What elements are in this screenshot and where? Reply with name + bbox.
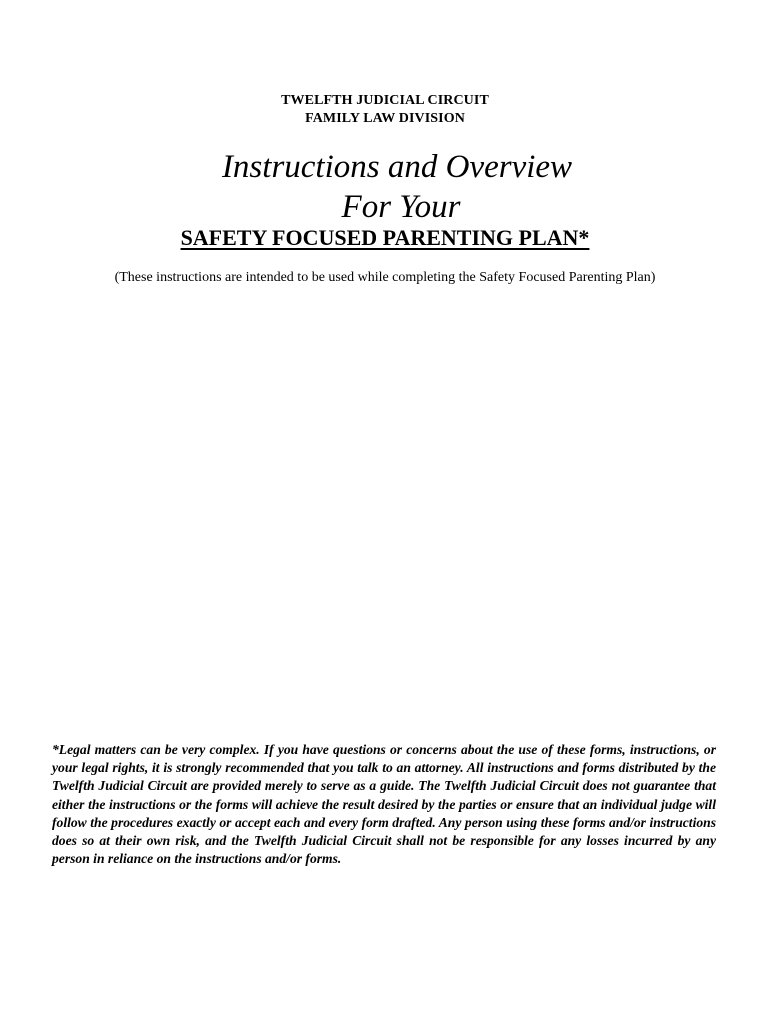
division-name-text: FAMILY LAW DIVISION bbox=[305, 111, 465, 126]
court-name bbox=[0, 92, 770, 110]
document-title-line-2: For Your bbox=[341, 189, 461, 225]
usage-note: (These instructions are intended to be used while completing the Safety Focused Parenting Plan) bbox=[114, 270, 656, 285]
division-name bbox=[0, 110, 770, 128]
document-title-line-1: Instructions and Overview bbox=[221, 149, 573, 185]
court-name-text: TWELFTH JUDICIAL CIRCUIT bbox=[281, 93, 489, 108]
legal-disclaimer: *Legal matters can be very complex. If you have questions or concerns about the use of these forms, instructions, or your legal rights, it is strongly recommended that you talk to an attorney. All instructions and forms distributed by the Twelfth Judicial Circuit are provided merely to serve as a guide. The Twelfth Judicial Circuit does not guarantee that either the instructions or the forms will achieve the result desired by the parties or ensure that an individual judge will follow the procedures exactly or accept each and every form drafted. Any person using these forms and/or instructions does so at their own risk, and the Twelfth Judicial Circuit shall not be responsible for any losses incurred by any person in reliance on the instructions and/or forms. bbox=[52, 742, 716, 867]
plan-title: SAFETY FOCUSED PARENTING PLAN* bbox=[180, 225, 590, 250]
